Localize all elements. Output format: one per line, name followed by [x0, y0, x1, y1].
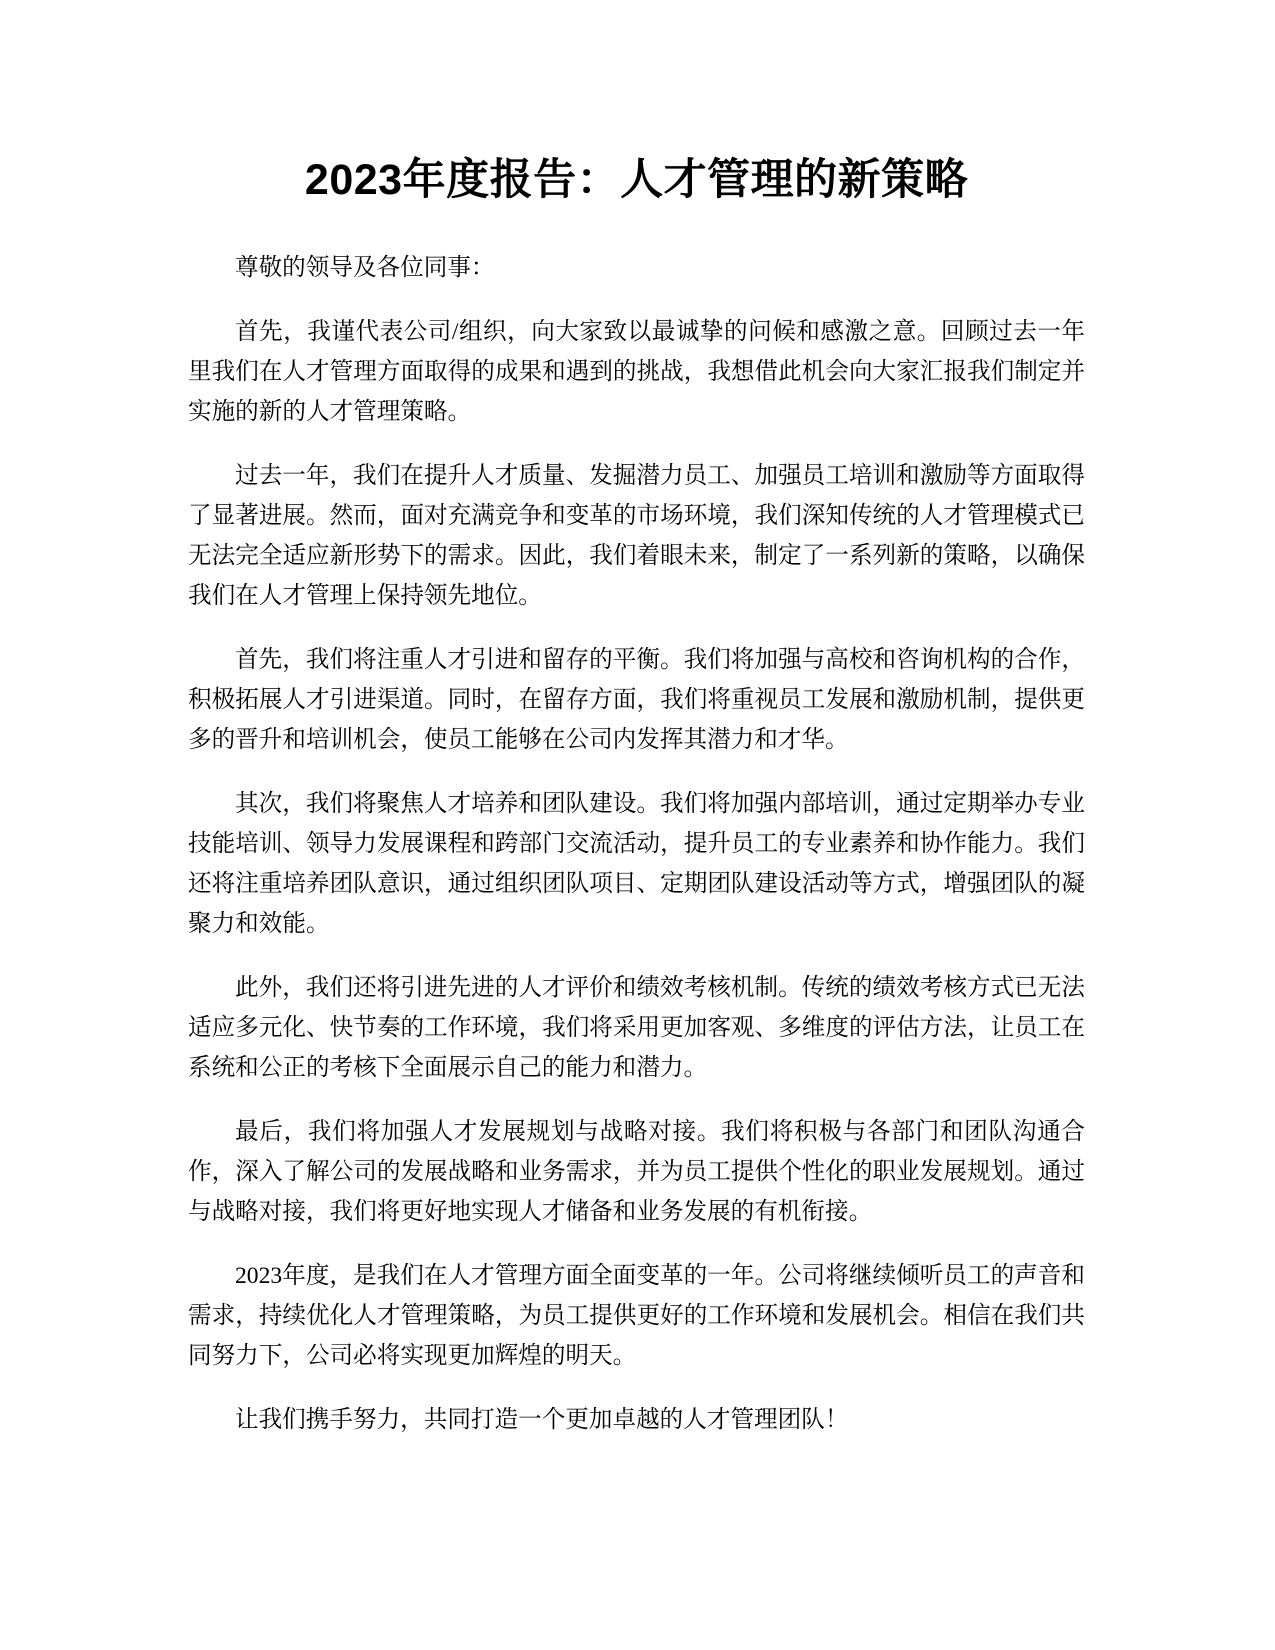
paragraph-talent-recruitment-retention: 首先，我们将注重人才引进和留存的平衡。我们将加强与高校和咨询机构的合作，积极拓展人才引进渠道。同时，在留存方面，我们将重视员工发展和激励机制，提供更多的晋升和培训机会，使员工能够在公司内发挥其潜力和才华。: [188, 647, 1085, 753]
paragraph-year-outlook: 2023年度，是我们在人才管理方面全面变革的一年。公司将继续倾听员工的声音和需求，持续优化人才管理策略，为员工提供更好的工作环境和发展机会。相信在我们共同努力下，公司必将实现更加辉煌的明天。: [188, 1263, 1085, 1369]
paragraph-introduction: 首先，我谨代表公司/组织，向大家致以最诚挚的问候和感激之意。回顾过去一年里我们在人才管理方面取得的成果和遇到的挑战，我想借此机会向大家汇报我们制定并实施的新的人才管理策略。: [188, 319, 1085, 425]
paragraph-strategy-alignment: 最后，我们将加强人才发展规划与战略对接。我们将积极与各部门和团队沟通合作，深入了解公司的发展战略和业务需求，并为员工提供个性化的职业发展规划。通过与战略对接，我们将更好地实现人才储备和业务发展的有机衔接。: [188, 1119, 1085, 1225]
paragraph-training-team-building: 其次，我们将聚焦人才培养和团队建设。我们将加强内部培训，通过定期举办专业技能培训、领导力发展课程和跨部门交流活动，提升员工的专业素养和协作能力。我们还将注重培养团队意识，通过组织团队项目、定期团队建设活动等方式，增强团队的凝聚力和效能。: [188, 791, 1085, 937]
paragraph-closing: 让我们携手努力，共同打造一个更加卓越的人才管理团队！: [235, 1407, 849, 1433]
paragraph-performance-evaluation: 此外，我们还将引进先进的人才评价和绩效考核机制。传统的绩效考核方式已无法适应多元化、快节奏的工作环境，我们将采用更加客观、多维度的评估方法，让员工在系统和公正的考核下全面展示自己的能力和潜力。: [188, 975, 1085, 1081]
paragraph-greeting: 尊敬的领导及各位同事：: [235, 255, 495, 281]
document-title: 2023年度报告：人才管理的新策略: [304, 156, 969, 204]
paragraph-past-year-review: 过去一年，我们在提升人才质量、发掘潜力员工、加强员工培训和激励等方面取得了显著进展。然而，面对充满竞争和变革的市场环境，我们深知传统的人才管理模式已无法完全适应新形势下的需求。因此，我们着眼未来，制定了一系列新的策略，以确保我们在人才管理上保持领先地位。: [188, 463, 1085, 609]
